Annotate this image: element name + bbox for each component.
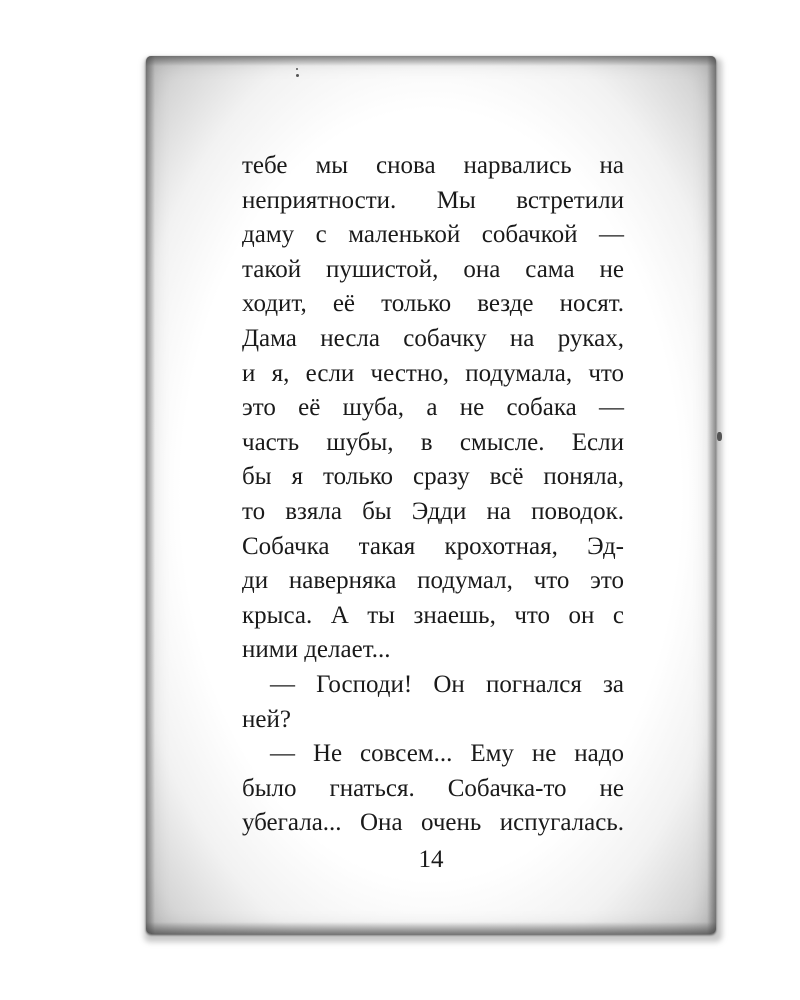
text-line: такой пушистой, она сама не	[242, 255, 624, 283]
text-line: ди наверняка подумал, что это	[242, 567, 624, 595]
text-line: — Господи! Он погнался за	[270, 670, 624, 698]
page-edge-top	[146, 56, 716, 66]
text-line: то взяла бы Эдди на поводок.	[242, 497, 624, 525]
text-line: тебе мы снова нарвались на	[242, 152, 624, 179]
text-line: ними делает...	[242, 636, 391, 664]
text-line: даму с маленькой собачкой —	[242, 221, 624, 249]
page-edge-left	[146, 56, 155, 934]
text-line: ней?	[242, 705, 291, 733]
text-line: Дама несла собачку на руках,	[242, 324, 624, 352]
text-line: было гнаться. Собачка-то не	[242, 774, 624, 802]
page-edge-bottom	[146, 922, 716, 934]
edge-speck	[717, 432, 722, 441]
page-edge-right	[707, 56, 716, 934]
text-line: это её шуба, а не собака —	[242, 394, 624, 422]
text-line: и я, если честно, подумала, что	[242, 359, 624, 387]
text-line: ходит, её только везде носят.	[242, 290, 624, 318]
page-number: 14	[418, 846, 444, 873]
book-page	[146, 56, 716, 934]
text-line: часть шубы, в смысле. Если	[242, 428, 624, 456]
page-speck	[296, 74, 299, 77]
text-line: крыса. А ты знаешь, что он с	[242, 601, 624, 629]
text-line: убегала... Она очень испугалась.	[242, 809, 624, 837]
text-line: бы я только сразу всё поняла,	[242, 463, 624, 491]
text-line: — Не совсем... Ему не надо	[270, 740, 624, 768]
page-speck	[296, 68, 298, 70]
text-line: неприятности. Мы встретили	[242, 186, 624, 214]
body-text	[242, 149, 624, 841]
text-line: Собачка такая крохотная, Эд-	[242, 532, 624, 560]
